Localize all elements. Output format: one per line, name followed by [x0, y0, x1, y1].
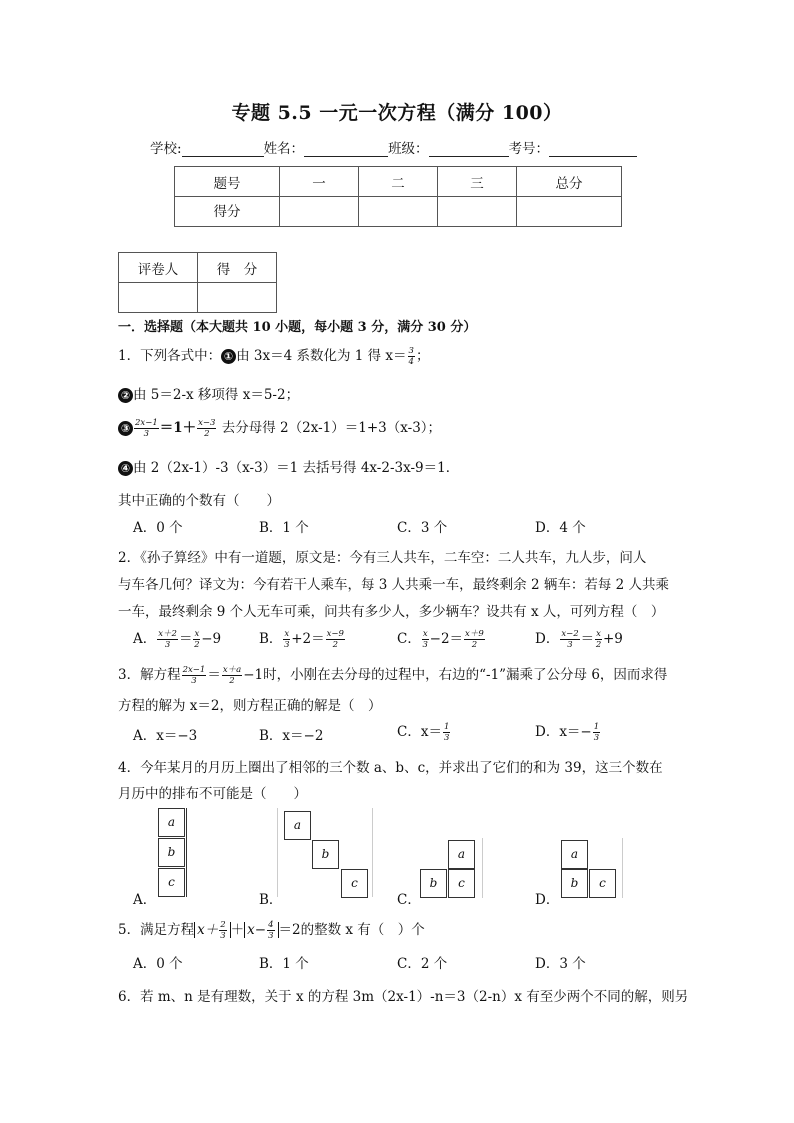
calendar-cell: c	[158, 868, 185, 897]
q1-option-c[interactable]: C．3 个	[397, 520, 448, 536]
circle-3-icon: ③	[118, 421, 133, 436]
q5-post: ＝2的整数 x 有（ ）个	[278, 922, 425, 938]
fraction	[283, 630, 290, 650]
school-label: 学校:	[150, 141, 182, 157]
frac-num: 1	[593, 721, 600, 732]
class-label: 班级：	[388, 141, 429, 157]
frac-num: x＋9	[465, 628, 484, 639]
calendar-cell: b	[158, 838, 185, 867]
figure-edge	[186, 808, 187, 897]
fraction	[464, 630, 485, 650]
q3-option-d[interactable]	[535, 720, 601, 743]
q3-eq: ＝	[207, 667, 221, 683]
frac-num: x	[422, 628, 428, 639]
q5-option-a[interactable]: A．0 个	[133, 956, 183, 972]
q1-option-d[interactable]: D．4 个	[535, 520, 586, 536]
absolute-value	[244, 919, 278, 941]
option-text: ＝	[580, 631, 595, 647]
frac-den: 3	[220, 931, 226, 941]
frac-den: 4	[408, 357, 414, 367]
score-header-cell: 三	[438, 167, 517, 197]
option-text: D．x＝−	[535, 724, 592, 740]
q5-plus: ＋	[230, 922, 245, 938]
school-blank[interactable]	[182, 142, 264, 157]
frac-den: 3	[593, 733, 600, 743]
q3-post: −1时，小刚在去分母的过程中，右边的“-1”漏乘了公分母 6，因而求得	[243, 667, 668, 683]
q3-line2: 方程的解为 x＝2，则方程正确的解是（ ）	[118, 698, 382, 714]
frac-den: 3	[284, 640, 290, 650]
frac-den: 2	[229, 676, 235, 686]
frac-num: 2	[220, 919, 226, 930]
fraction	[219, 921, 226, 941]
q1-line1	[118, 344, 429, 367]
circle-2-icon: ②	[118, 388, 133, 403]
q2-option-c[interactable]	[397, 627, 486, 650]
frac-den: 3	[443, 733, 450, 743]
calendar-cell: b	[312, 840, 339, 869]
page-title: 专题 5.5 一元一次方程（满分 100）	[231, 102, 563, 124]
option-label: C．	[397, 631, 421, 647]
frac-num: 3	[408, 345, 414, 356]
option-text: +2＝	[291, 631, 325, 647]
frac-num: 2x−1	[182, 664, 206, 675]
grader-cell[interactable]	[119, 283, 198, 313]
grader-header-cell: 得 分	[198, 253, 277, 283]
score-header-cell: 一	[280, 167, 359, 197]
frac-den: 3	[567, 640, 573, 650]
option-text: −2＝	[429, 631, 464, 647]
frac-den: 2	[194, 640, 200, 650]
q5-option-c[interactable]: C．2 个	[397, 956, 448, 972]
q2-line3: 一车，最终剩余 9 个人无车可乘，问共有多少人，多少辆车？设共有 x 人，可列方程（ ）	[118, 604, 665, 620]
frac-den: 3	[422, 640, 428, 650]
calendar-cell: c	[341, 869, 368, 898]
frac-num: 1	[443, 721, 450, 732]
frac-den: 3	[164, 640, 171, 650]
q4-option-d-label[interactable]: D．	[535, 892, 560, 908]
q3-option-b[interactable]: B．x＝−2	[259, 728, 324, 744]
frac-den: 3	[191, 676, 197, 686]
score-table	[174, 166, 622, 227]
q1-ask: 其中正确的个数有（ ）	[118, 493, 280, 509]
calendar-cell: c	[448, 869, 475, 898]
frac-den: 2	[204, 429, 210, 439]
calendar-cell: a	[448, 840, 475, 869]
score-cell[interactable]	[517, 197, 622, 227]
name-label: 姓名：	[263, 141, 305, 157]
figure-edge	[372, 808, 373, 897]
frac-num: x＋a	[222, 664, 242, 675]
frac-num: 2x−1	[135, 417, 158, 428]
score-header-cell: 题号	[175, 167, 280, 197]
figure-edge	[482, 838, 483, 898]
q4-option-b-label[interactable]: B．	[259, 892, 283, 908]
q5-option-d[interactable]: D．3 个	[535, 956, 586, 972]
q4-line1: 4．今年某月的月历上圈出了相邻的三个数 a、b、c，并求出了它们的和为 39，这三个数在	[118, 760, 663, 776]
q2-option-b[interactable]	[259, 627, 346, 650]
score-cell[interactable]	[280, 197, 359, 227]
q1-s1-end: ；	[415, 348, 430, 364]
q1-s1: 由 3x＝4 系数化为 1 得 x＝	[236, 348, 407, 364]
fraction	[595, 630, 602, 650]
frac-den: 3	[268, 931, 274, 941]
grader-table	[118, 252, 277, 313]
q3-line1	[118, 663, 667, 686]
score-header-cell: 总分	[517, 167, 622, 197]
fraction	[560, 630, 579, 650]
q3-option-c[interactable]	[397, 720, 451, 743]
class-blank[interactable]	[429, 142, 509, 157]
q1-option-b[interactable]: B．1 个	[259, 520, 309, 536]
calendar-cell: a	[158, 808, 185, 837]
q1-s4: 由 2（2x-1）-3（x-3）＝1 去括号得 4x-2-3x-9＝1．	[133, 460, 460, 476]
circle-4-icon: ④	[118, 461, 133, 476]
fraction	[182, 666, 207, 686]
calendar-cell: a	[284, 811, 311, 840]
fraction	[134, 419, 159, 439]
fraction	[422, 630, 429, 650]
q1-option-a[interactable]: A．0 个	[133, 520, 183, 536]
frac-den: 2	[595, 640, 602, 650]
score-cell[interactable]	[359, 197, 438, 227]
score-row-label: 得分	[175, 197, 280, 227]
absolute-value	[194, 919, 231, 941]
option-text: −9	[201, 631, 222, 647]
section-heading: 一．选择题（本大题共 10 小题，每小题 3 分，满分 30 分）	[118, 320, 477, 335]
fraction	[326, 630, 345, 650]
frac-num: x	[596, 628, 601, 639]
fraction	[193, 630, 200, 650]
q4-option-a-label[interactable]: A．	[133, 892, 157, 908]
fraction	[593, 723, 600, 743]
q1-s2: 由 5＝2-x 移项得 x＝5-2；	[133, 387, 300, 403]
option-label: B．	[259, 631, 283, 647]
fraction	[157, 630, 178, 650]
q2-option-d[interactable]	[535, 627, 623, 650]
exam-no-blank[interactable]	[549, 142, 637, 157]
q5-line1	[118, 918, 425, 941]
option-text: C．x＝	[397, 724, 442, 740]
student-info-line	[150, 137, 637, 157]
abs-expr: x−	[247, 922, 267, 938]
fraction	[267, 921, 274, 941]
frac-den: 2	[471, 640, 478, 650]
figure-edge	[277, 808, 278, 897]
exam-no-label: 考号：	[508, 141, 550, 157]
figure-edge	[622, 838, 623, 898]
frac-num: x	[284, 628, 290, 639]
q3-option-a[interactable]: A．x＝−3	[133, 728, 198, 744]
score-cell[interactable]	[438, 197, 517, 227]
grader-header-cell: 评卷人	[119, 253, 198, 283]
frac-num: x	[194, 628, 200, 639]
q1-stem: 1．下列各式中：	[118, 348, 222, 364]
circle-1-icon: ①	[221, 349, 236, 364]
frac-num: x−2	[561, 628, 579, 639]
calendar-cell: b	[420, 869, 447, 898]
frac-num: x−9	[326, 628, 344, 639]
fraction	[222, 666, 242, 686]
frac-den: 3	[143, 429, 150, 439]
option-text: +9	[602, 631, 623, 647]
option-label: A．	[133, 631, 157, 647]
frac-num: 4	[268, 919, 274, 930]
q4-line2: 月历中的排布不可能是（ ）	[118, 786, 307, 802]
q1-line4	[118, 456, 459, 476]
q3-pre: 3．解方程	[118, 667, 181, 683]
frac-num: x＋2	[158, 628, 177, 639]
q2-option-a[interactable]	[133, 627, 221, 650]
calendar-cell: b	[561, 869, 588, 898]
q1-s3-rest: 去分母得 2（2x-1）＝1+3（x-3）；	[221, 420, 442, 436]
fraction	[408, 347, 415, 367]
option-text: ＝	[178, 631, 193, 647]
name-blank[interactable]	[304, 142, 388, 157]
calendar-cell: a	[561, 840, 588, 869]
fraction	[443, 723, 450, 743]
option-label: D．	[535, 631, 560, 647]
frac-num: x−3	[198, 417, 216, 428]
q1-line2	[118, 383, 299, 403]
calendar-cell: c	[589, 869, 616, 898]
score-header-cell: 二	[359, 167, 438, 197]
q1-line3	[118, 416, 441, 439]
q5-option-b[interactable]: B．1 个	[259, 956, 309, 972]
fraction	[197, 419, 216, 439]
frac-den: 2	[332, 640, 338, 650]
q6-line1: 6．若 m、n 是有理数，关于 x 的方程 3m（2x-1）-n＝3（2-n）x 有至少两个不同的解，则另	[118, 989, 689, 1005]
abs-expr: x＋	[197, 922, 219, 938]
grader-cell[interactable]	[198, 283, 277, 313]
q2-line2: 与车各几何？译文为：今有若干人乘车，每 3 人共乘一车，最终剩余 2 辆车：若每 2 人共乘	[118, 577, 670, 593]
q5-pre: 5．满足方程	[118, 922, 195, 938]
q2-line1: 2．《孙子算经》中有一道题，原文是：今有三人共车，二车空：二人共车，九人步，问人	[118, 550, 647, 566]
q1-s3-eq: ＝1＋	[159, 420, 197, 436]
q4-option-c-label[interactable]: C．	[397, 892, 421, 908]
